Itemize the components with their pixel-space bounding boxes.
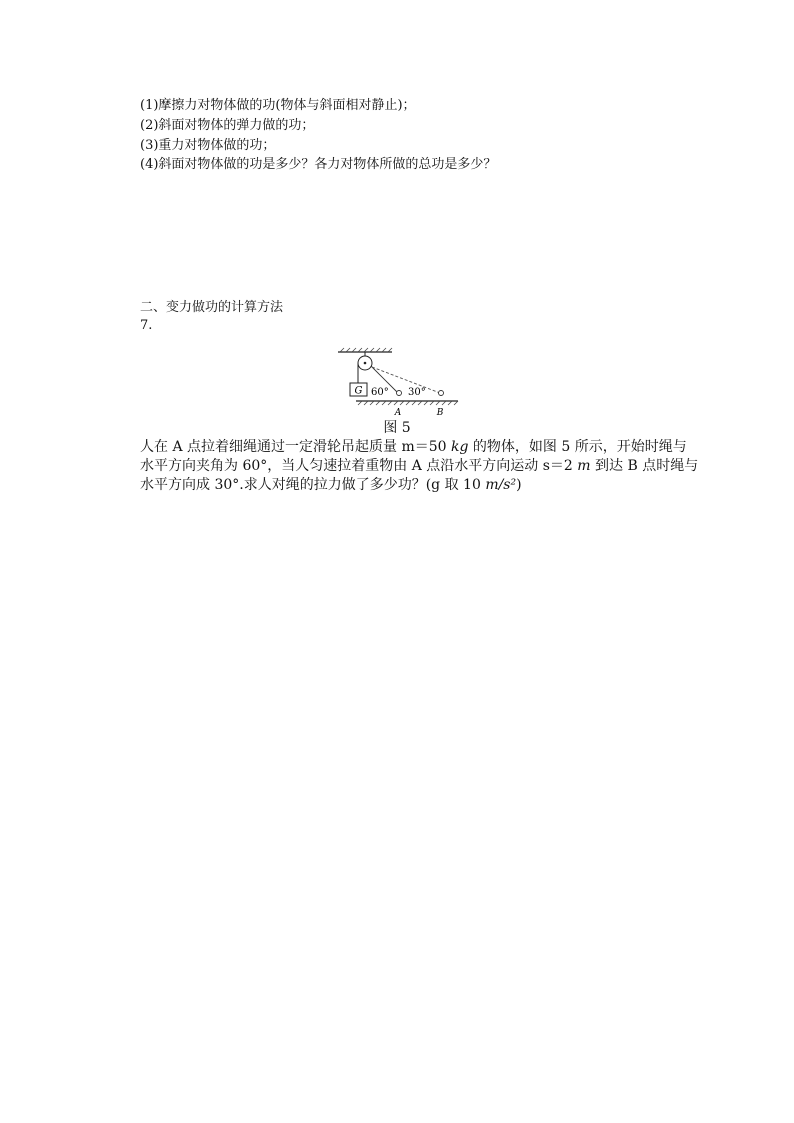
pulley: [358, 352, 372, 370]
problem-text: [140, 438, 699, 495]
problem-line-2-a: 水平方向夹角为 60°，当人匀速拉着重物由 A 点沿水平方向运动 s＝2: [140, 458, 578, 474]
figure-caption: 图 5: [383, 420, 411, 436]
block-label: G: [354, 385, 363, 397]
question-2: (2)斜面对物体的弹力做的功；: [140, 118, 315, 133]
angle-label-b: 30°: [408, 387, 426, 398]
mass-unit: kg: [451, 439, 469, 455]
distance-unit: m: [577, 458, 591, 474]
pulley-figure: [336, 345, 461, 417]
point-label-a: A: [394, 408, 402, 417]
person-at-a: [397, 391, 402, 396]
question-4: (4)斜面对物体做的功是多少？各力对物体所做的总功是多少？: [140, 157, 497, 172]
person-at-b: [439, 391, 444, 396]
section-title: 二、变力做功的计算方法: [140, 300, 284, 315]
problem-line-3-a: 水平方向成 30°.求人对绳的拉力做了多少功？(g 取 10: [140, 477, 486, 493]
problem-line-3: [140, 476, 685, 495]
problem-number: 7.: [140, 318, 153, 333]
problem-line-2: [140, 457, 699, 476]
problem-line-1: [140, 438, 685, 457]
acceleration-unit: m/s²: [485, 477, 517, 493]
point-label-b: B: [436, 408, 444, 417]
question-3: (3)重力对物体做的功；: [140, 138, 276, 153]
ground: [356, 401, 458, 405]
ceiling: [338, 348, 392, 352]
question-1: (1)摩擦力对物体做的功(物体与斜面相对静止)；: [140, 98, 416, 113]
problem-line-1-b: 的物体，如图 5 所示，开始时绳与: [468, 439, 687, 455]
problem-line-1-a: 人在 A 点拉着细绳通过一定滑轮吊起质量 m＝50: [140, 439, 451, 455]
problem-line-3-b: ): [516, 477, 522, 493]
angle-label-a: 60°: [371, 387, 389, 398]
problem-line-2-b: 到达 B 点时绳与: [590, 458, 699, 474]
